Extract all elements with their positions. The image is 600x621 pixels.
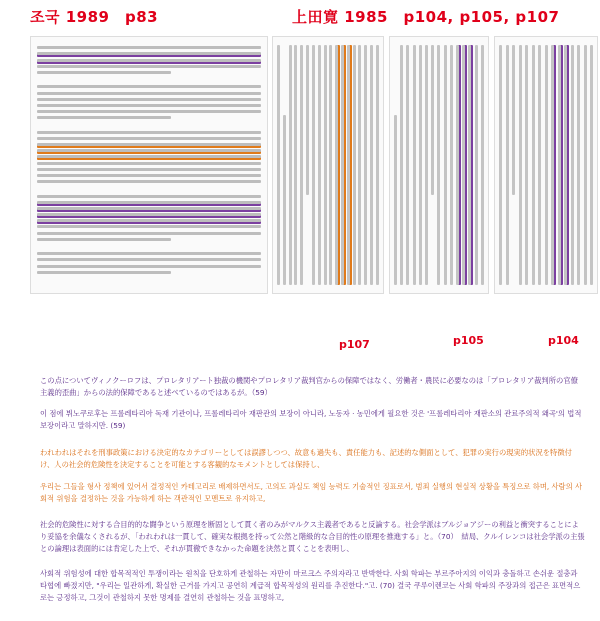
japanese-page-scan-p105 — [389, 36, 489, 294]
korean-quote-1: 이 점에 뷔노쿠로후는 프롤레타리아 독재 기관이나, 프롤레타리아 재판관의 보장이 아니라, 노동자 · 농민에게 필요한 것은 '프롤레타리아 재판소의 관료주의적 왜곡'의 법적 보장이라고 말하지만. (59) — [40, 409, 582, 430]
korean-page-scan — [30, 36, 268, 294]
heading-japanese-source: 上田寛 1985 p104, p105, p107 — [292, 8, 560, 26]
japanese-quote-2: われわれはそれを刑事政策における決定的なカテゴリーとしては誤謬しつつ、故意も過失も、責任能力も、記述的な側面として、犯罪の実行の現実的状況を特徴付け、人の社会的危険性を決定することを可能とする客観的なモメントとしては保持し、 — [40, 448, 572, 469]
page-label-p105: p105 — [453, 334, 484, 347]
japanese-quote-3: 社会的危険性に対する合目的的な闘争という原理を断固として貫く者のみがマルクス主義者であると反論する。社会学派はブルジョアジーの利益と衝突することにより妥協を余儀なくされるが、「われわれは一貫して、確実な根拠を持って公然と階級的な合目的性の原理を推進する」と。（70） 結局、クルイレンコは社会学派の主張との論理は表面的には肯定した上で、それが貫徹できなかった命題を決然と貫くことを表明し、 — [40, 520, 585, 553]
page-label-p104: p104 — [548, 334, 579, 347]
page-label-p107: p107 — [339, 338, 370, 351]
japanese-quote-1: この点についてヴィノクーロフは、プロレタリアート独裁の機関やプロレタリア裁判官からの保障ではなく、労働者・農民に必要なのは「プロレタリア裁判所の官僚主義的歪曲」からの法的保障であると述べているのではあるが。（59） — [40, 376, 578, 397]
japanese-page-scan-p107 — [272, 36, 384, 294]
japanese-page-scan-p104 — [494, 36, 598, 294]
korean-quote-2: 우리는 그들을 형사 정책에 있어서 결정적인 카테고리로 배제하면서도, 고의도 과실도 책임 능력도 기술적인 징표로서, 범죄 실행의 현실적 상황을 특징으로 하며, 사람의 사회적 위험을 결정하는 것을 가능하게 하는 객관적인 모멘트로 유지하고, — [40, 482, 583, 503]
heading-korean-source: 조국 1989 p83 — [30, 8, 159, 26]
korean-quote-3: 사회적 위험성에 대한 합목적적인 투쟁이라는 원칙을 단호하게 관철하는 자만이 마르크스 주의자라고 반박한다. 사회 학파는 부르주아지의 이익과 충돌하고 손쉬운 절충과 타협에 빠졌지만, "우리는 일관하게, 확실한 근거를 가지고 공연히 계급적 합목적성의 원리를 추진한다."고. (70) 결국 쿠루이렌코는 사회 학파의 주장과의 접근은 표면적으로는 긍정하고, 그것이 관철하지 못한 명제를 결연히 관철하는 것을 표명하고, — [40, 569, 581, 602]
